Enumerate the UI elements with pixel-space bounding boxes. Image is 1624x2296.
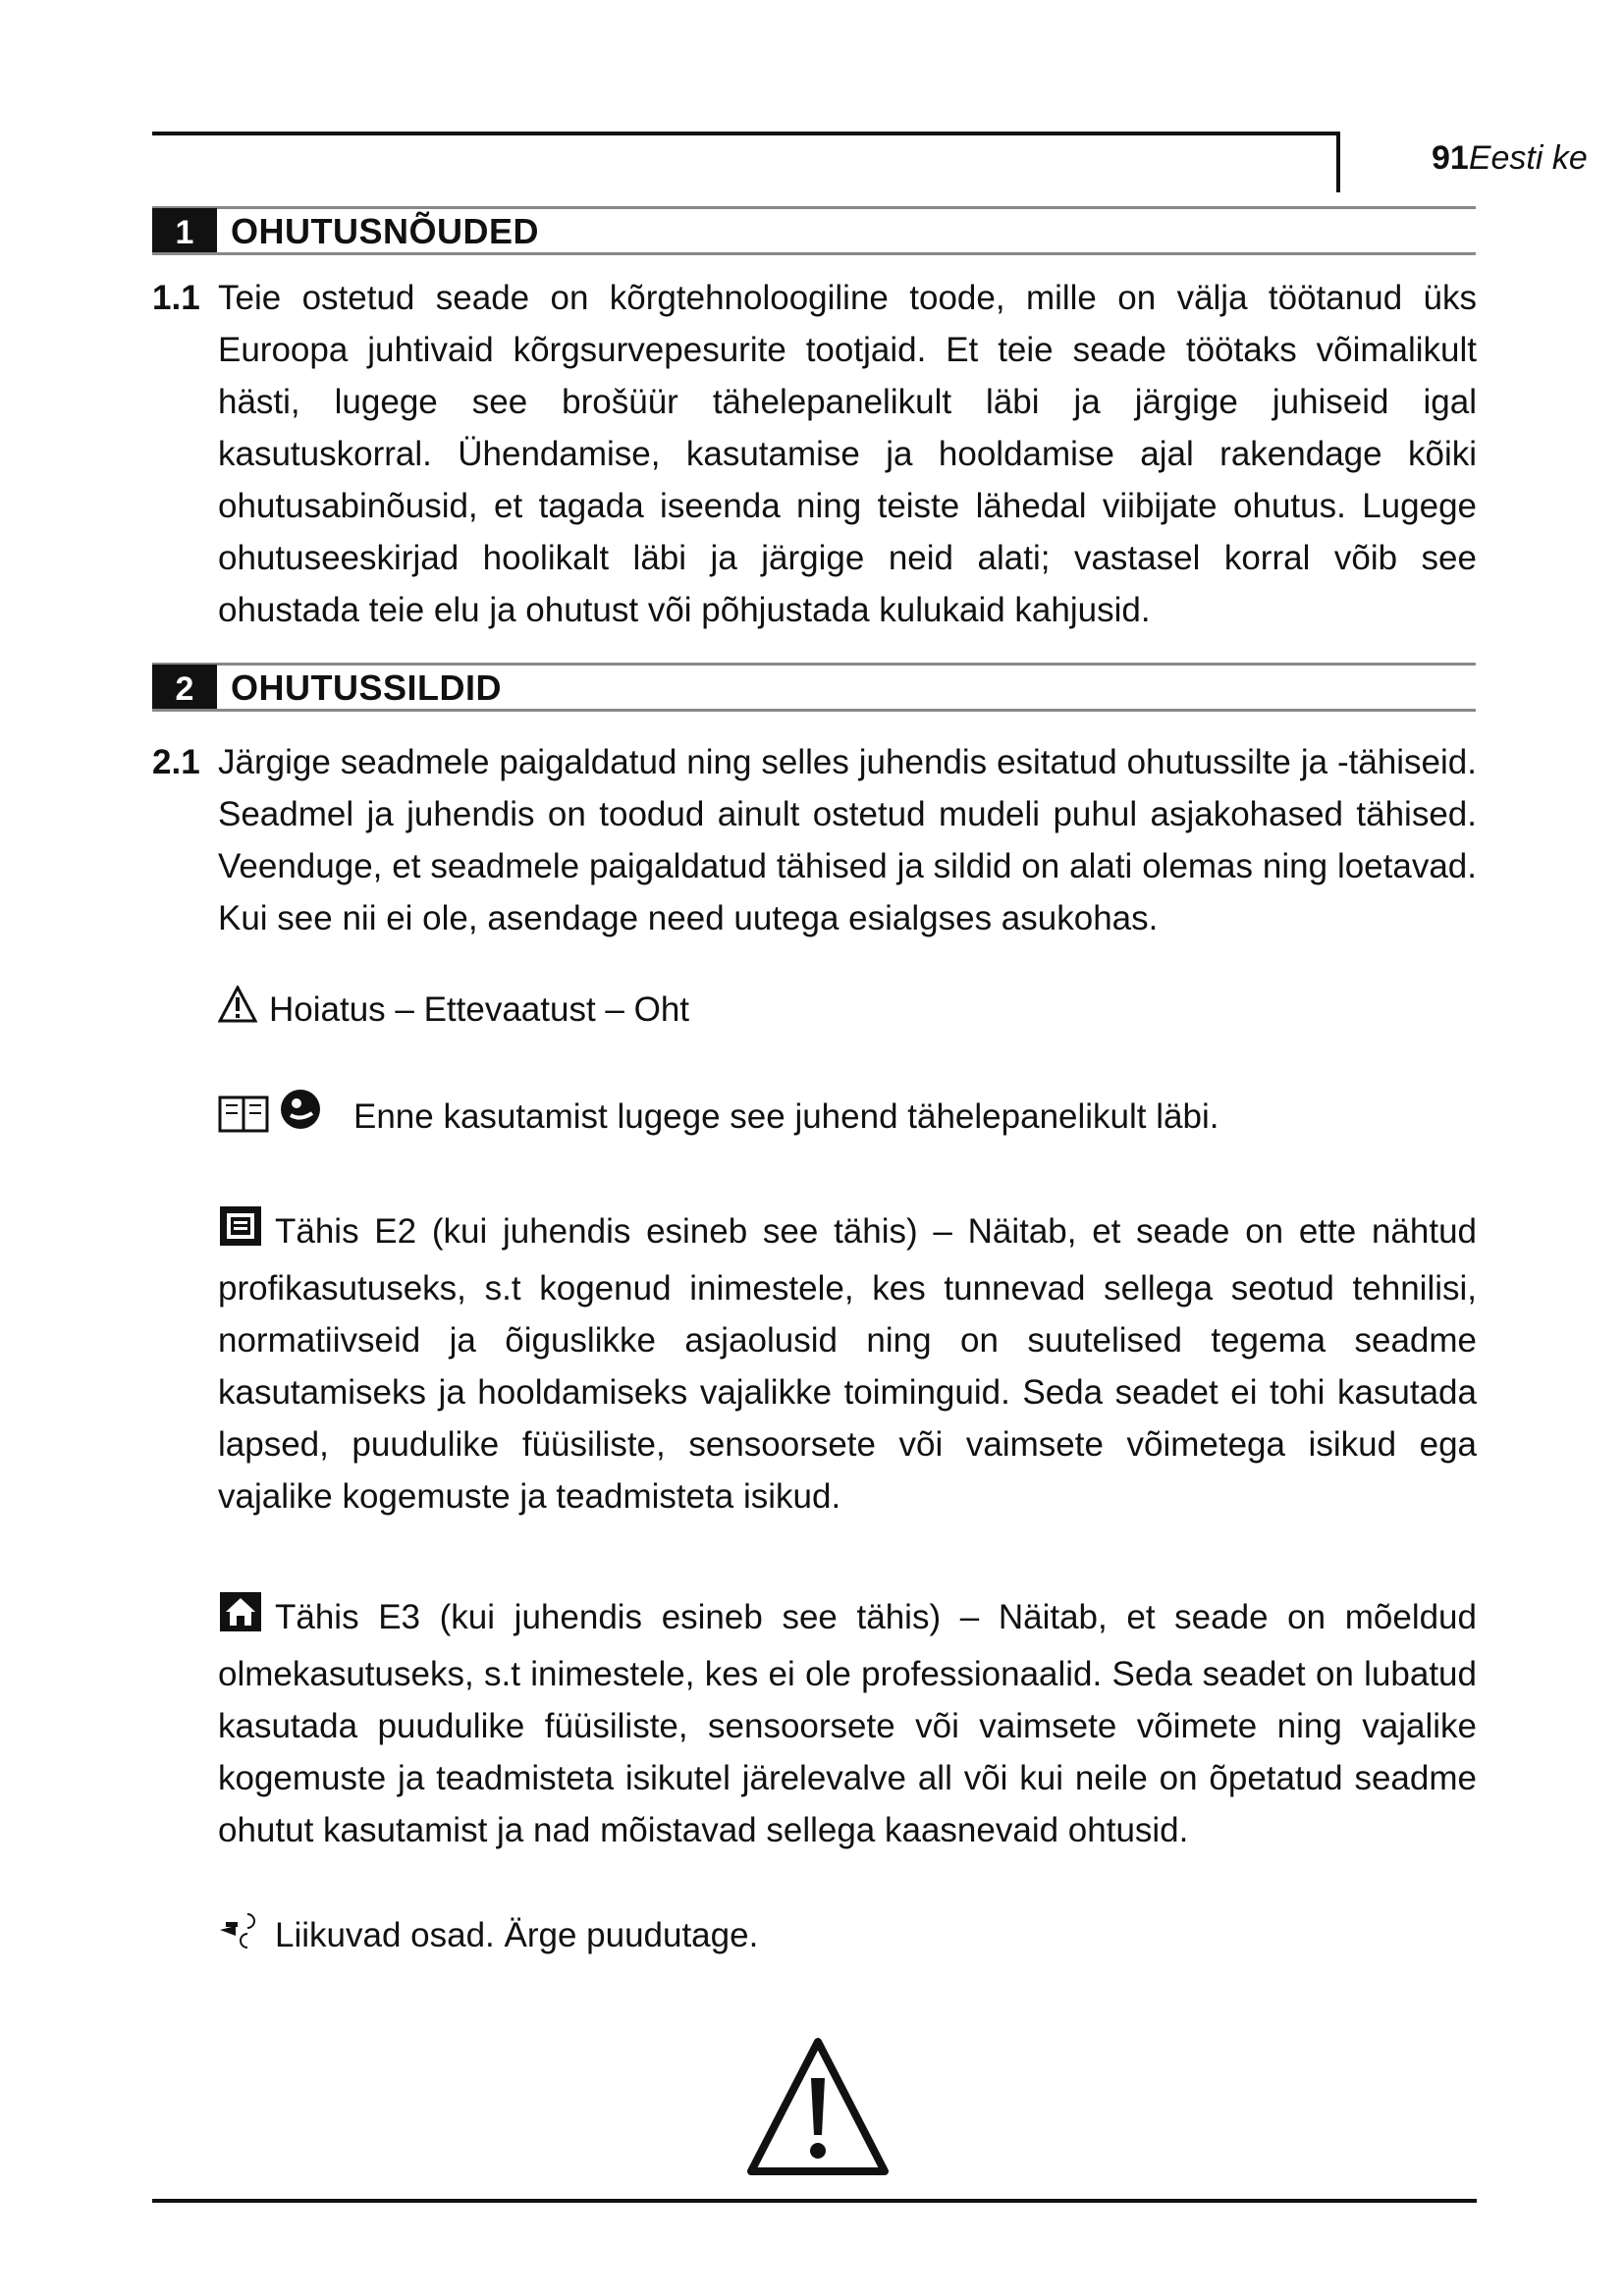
symbol-text: Tähis E2 (kui juhendis esineb see tähis) – Näitab, et seade on ette nähtud profikasutuseks, s.t kogenud inimestele, kes tunnevad sellega seotud tehnilisi, normatiivseid ja õiguslikke asjaolusid ning on suutelised tegema seadme kasutamiseks ja hooldamiseks vajalikke toiminguid. Seda seadet ei tohi kasutada lapsed, puudulike füüsiliste, sensoorsete või vaimsete võimetega isikud ega vajalike kogemuste ja teadmisteta isikud. — [218, 1211, 1477, 1516]
symbol-e3 — [218, 1590, 1477, 1856]
symbol-text: Enne kasutamist lugege see juhend tähelepanelikult läbi. — [353, 1096, 1219, 1136]
e3-household-icon — [218, 1590, 263, 1648]
section-rule-bottom — [152, 252, 1476, 255]
page-header — [1432, 139, 1588, 178]
page-language: Eesti ke — [1468, 139, 1588, 177]
read-manual-icon — [218, 1088, 336, 1149]
section-number: 2 — [152, 665, 217, 710]
paragraph-number: 2.1 — [152, 743, 200, 781]
top-rule-tick — [1336, 132, 1340, 192]
moving-parts-icon — [218, 1908, 263, 1966]
symbol-moving-parts — [218, 1908, 758, 1966]
symbol-text: Hoiatus – Ettevaatust – Oht — [269, 990, 690, 1029]
symbol-e2 — [218, 1204, 1477, 1522]
paragraph-text: Järgige seadmele paigaldatud ning selles juhendis esitatud ohutussilte ja -tähiseid. Seadmel ja juhendis on toodud ainult ostetud mudeli puhul asjakohased tähised. Veenduge, et seadmele paigaldatud tähised ja sildid on alati olemas ning loetavad. Kui see nii ei ole, asendage need uutega esialgses asukohas. — [218, 743, 1477, 937]
section-title: OHUTUSSILDID — [231, 667, 502, 708]
section-heading-2 — [152, 663, 1476, 710]
symbol-warning — [218, 984, 689, 1038]
section-heading-1 — [152, 206, 1476, 253]
bottom-rule — [152, 2199, 1477, 2203]
paragraph-number: 1.1 — [152, 279, 200, 317]
symbol-text: Tähis E3 (kui juhendis esineb see tähis) – Näitab, et seade on mõeldud olmekasutuseks, s.t inimestele, kes ei ole professionaalid. Seda seadet on lubatud kasutada puudulike füüsiliste, sensoorsete või vaimsete võimete ning vajalike kogemuste ja teadmisteta isikutel järelevalve all või kui neile on õpetatud seadme ohutut kasutamist ja nad mõistavad sellega kaasnevaid ohtusid. — [218, 1597, 1477, 1849]
section-rule-bottom — [152, 709, 1476, 712]
top-rule — [152, 132, 1339, 135]
symbol-read-manual — [218, 1088, 1218, 1149]
warning-triangle-icon — [218, 986, 257, 1038]
section-number: 1 — [152, 208, 217, 253]
paragraph-text: Teie ostetud seade on kõrgtehnoloogiline toode, mille on välja töötanud üks Euroopa juhtivaid kõrgsurvepesurite tootjaid. Et teie seade töötaks võimalikult hästi, lugege see brošüür tähelepanelikult läbi ja järgige juhiseid igal kasutuskorral. Ühendamise, kasutamise ja hooldamise ajal rakendage kõiki ohutusabinõusid, et tagada iseenda ning teiste lähedal viibijate ohutus. Lugege ohutuseeskirjad hoolikalt läbi ja järgige neid alati; vastasel korral võib see ohustada teie elu ja ohutust või põhjustada kulukaid kahjusid. — [218, 279, 1477, 629]
section-title: OHUTUSNÕUDED — [231, 211, 540, 251]
large-warning-icon — [746, 2037, 890, 2181]
symbol-text: Liikuvad osad. Ärge puudutage. — [275, 1915, 759, 1954]
section-rule — [152, 663, 1476, 666]
section-rule — [152, 206, 1476, 209]
e2-professional-icon — [218, 1204, 263, 1262]
page-number: 91 — [1432, 139, 1469, 177]
